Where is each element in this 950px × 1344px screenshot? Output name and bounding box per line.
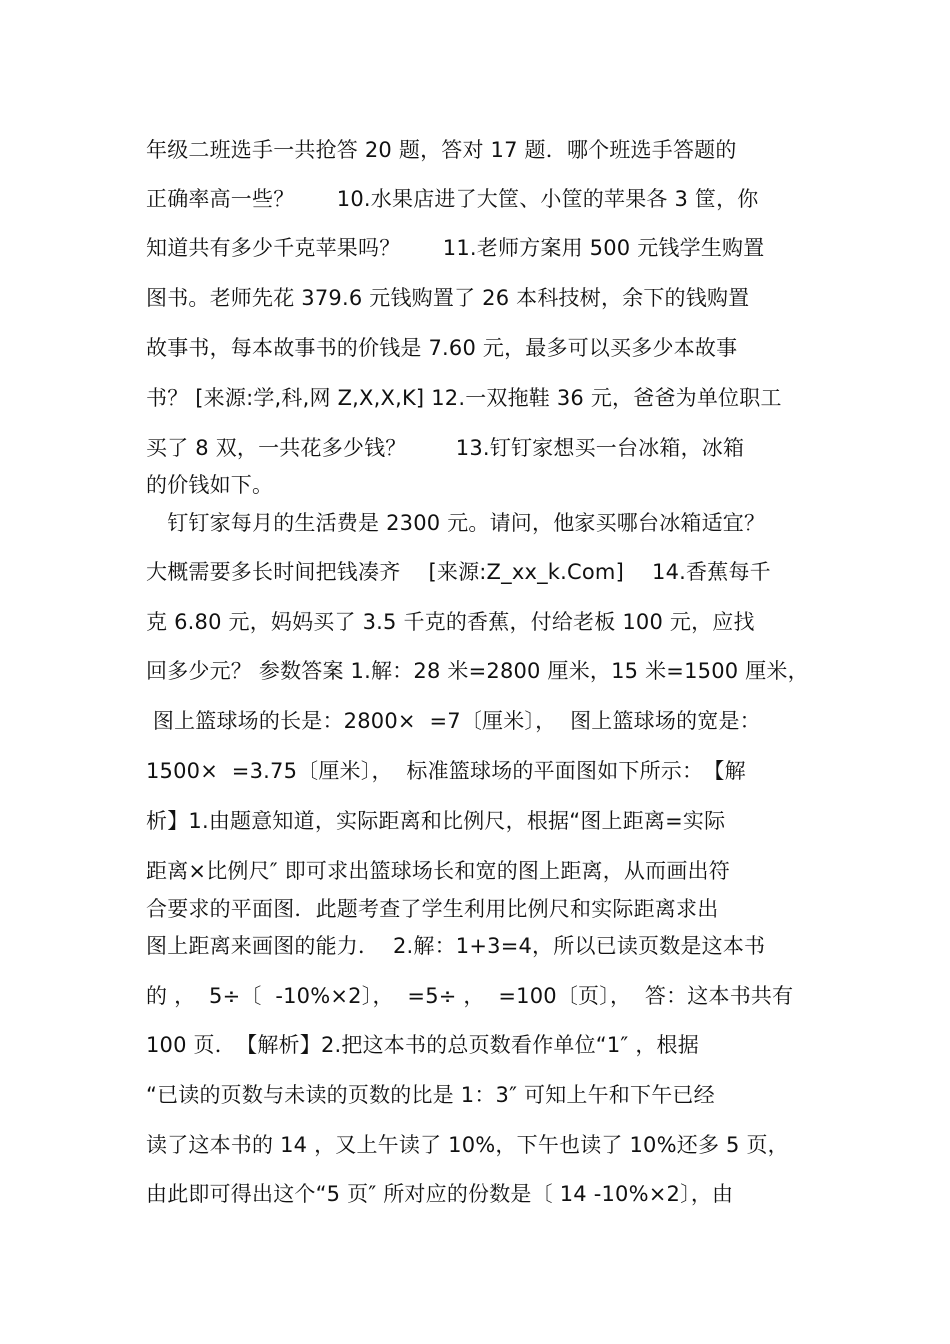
text-line: 读了这本书的 14 ，又上午读了 10%，下午也读了 10%还多 5 页，: [146, 1133, 789, 1157]
text-line: 的价钱如下。: [146, 473, 274, 497]
text-line: 图上距离来画图的能力． 2.解：1+3=4，所以已读页数是这本书: [146, 934, 766, 958]
text-line: 由此即可得出这个“5 页″ 所对应的份数是〔 14 -10%×2〕，由: [146, 1182, 734, 1206]
text-line: 克 6.80 元，妈妈买了 3.5 千克的香蕉，付给老板 100 元，应找: [146, 610, 755, 634]
text-line: 买了 8 双，一共花多少钱？ 13.钉钉家想买一台冰箱，冰箱: [146, 436, 745, 460]
text-line: 知道共有多少千克苹果吗？ 11.老师方案用 500 元钱学生购置: [146, 236, 765, 260]
text-line: 合要求的平面图．此题考查了学生利用比例尺和实际距离求出: [146, 897, 719, 921]
text-line: 正确率高一些？ 10.水果店进了大筐、小筐的苹果各 3 筐，你: [146, 187, 759, 211]
text-line: 1500× =3.75〔厘米〕， 标准篮球场的平面图如下所示： 【解: [146, 759, 746, 783]
text-line: 100 页． 【解析】2.把这本书的总页数看作单位“1″ ，根据: [146, 1033, 699, 1057]
text-line: 的 ， 5÷〔 -10%×2〕， =5÷ ， =100〔页〕， 答：这本书共有: [146, 984, 794, 1008]
text-line: 距离×比例尺″ 即可求出篮球场长和宽的图上距离，从而画出符: [146, 859, 730, 883]
text-line: 故事书，每本故事书的价钱是 7.60 元，最多可以买多少本故事: [146, 336, 738, 360]
text-line: 析】1.由题意知道，实际距离和比例尺，根据“图上距离=实际: [146, 809, 726, 833]
text-line: 图书。老师先花 379.6 元钱购置了 26 本科技树，余下的钱购置: [146, 286, 750, 310]
text-line: 图上篮球场的长是：2800× =7〔厘米〕， 图上篮球场的宽是：: [146, 709, 761, 733]
text-line: 年级二班选手一共抢答 20 题，答对 17 题．哪个班选手答题的: [146, 138, 737, 162]
text-line: 大概需要多长时间把钱凑齐 [来源:Z_xx_k.Com] 14.香蕉每千: [146, 560, 771, 584]
text-line: 回多少元？ 参数答案 1.解：28 米=2800 厘米，15 米=1500 厘米，: [146, 659, 809, 683]
text-line: “已读的页数与未读的页数的比是 1：3″ 可知上午和下午已经: [146, 1083, 715, 1107]
text-line: 钉钉家每月的生活费是 2300 元。请问，他家买哪台冰箱适宜？: [146, 511, 766, 535]
text-line: 书？ [来源:学,科,网 Z,X,X,K] 12.一双拖鞋 36 元，爸爸为单位职工: [146, 386, 782, 410]
